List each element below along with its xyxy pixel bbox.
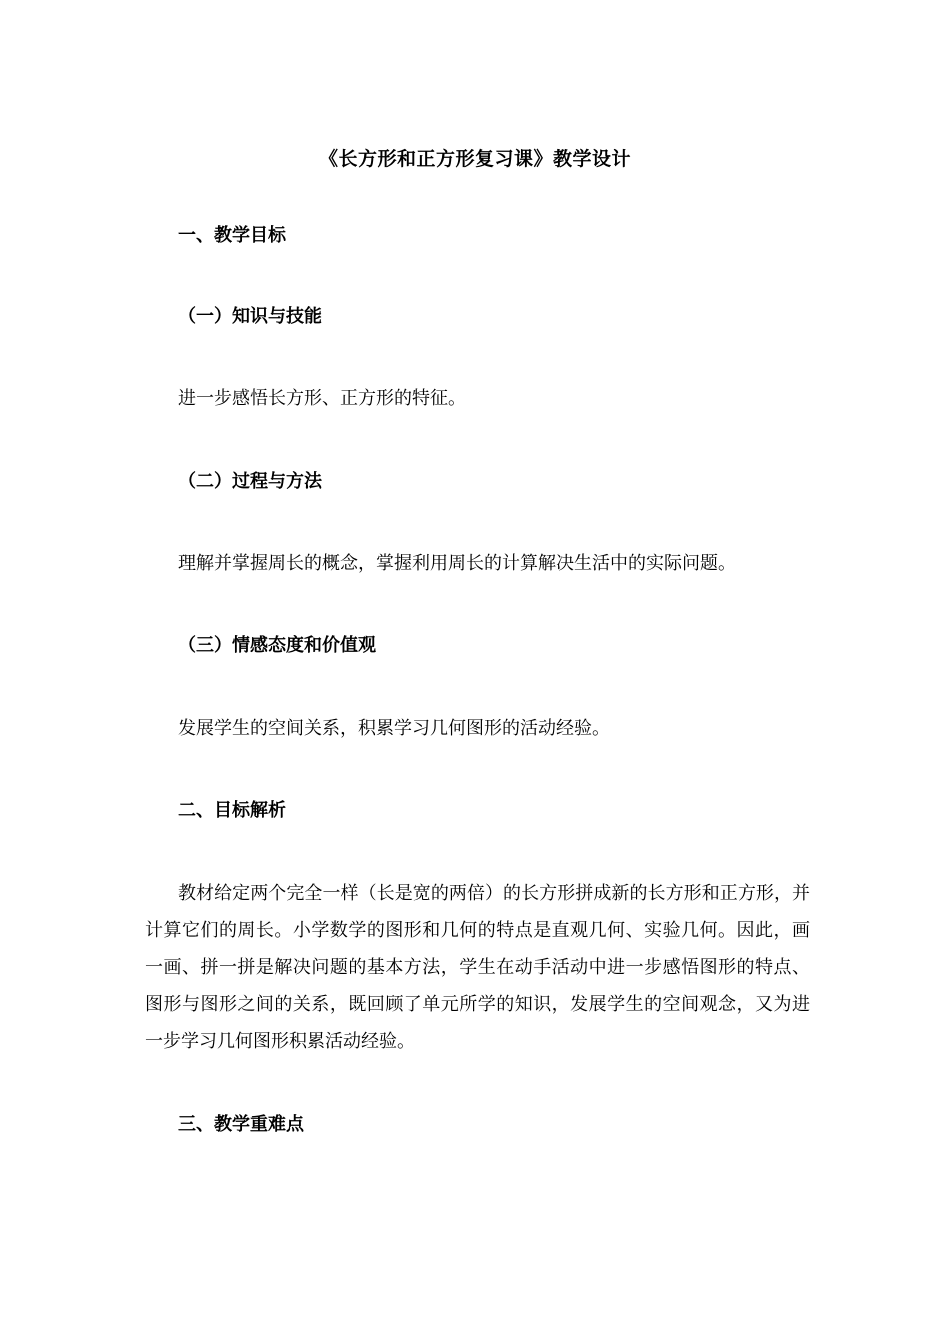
subsection-heading-process-methods: （二）过程与方法 — [178, 471, 322, 492]
section-paragraph-goal-analysis: 教材给定两个完全一样（长是宽的两倍）的长方形拼成新的长方形和正方形，并计算它们的周长。小学数学的图形和几何的特点是直观几何、实验几何。因此，画一画、拼一拼是解决问题的基本方法，学生在动手活动中进一步感悟图形的特点、图形与图形之间的关系，既回顾了单元所学的知识，发展学生的空间观念，又为进一步学习几何图形积累活动经验。 — [145, 883, 810, 1052]
document-title: 《长方形和正方形复习课》教学设计 — [318, 148, 631, 170]
section-heading-goal-analysis: 二、目标解析 — [178, 800, 286, 821]
subsection-heading-knowledge-skills: （一）知识与技能 — [178, 306, 322, 327]
section-heading-key-difficulties: 三、教学重难点 — [178, 1114, 304, 1135]
subsection-text-attitudes-values: 发展学生的空间关系，积累学习几何图形的活动经验。 — [178, 718, 610, 739]
subsection-text-knowledge-skills: 进一步感悟长方形、正方形的特征。 — [178, 388, 466, 409]
section-heading-teaching-goals: 一、教学目标 — [178, 225, 286, 246]
subsection-heading-attitudes-values: （三）情感态度和价值观 — [178, 635, 376, 656]
subsection-text-process-methods: 理解并掌握周长的概念，掌握利用周长的计算解决生活中的实际问题。 — [178, 553, 736, 574]
